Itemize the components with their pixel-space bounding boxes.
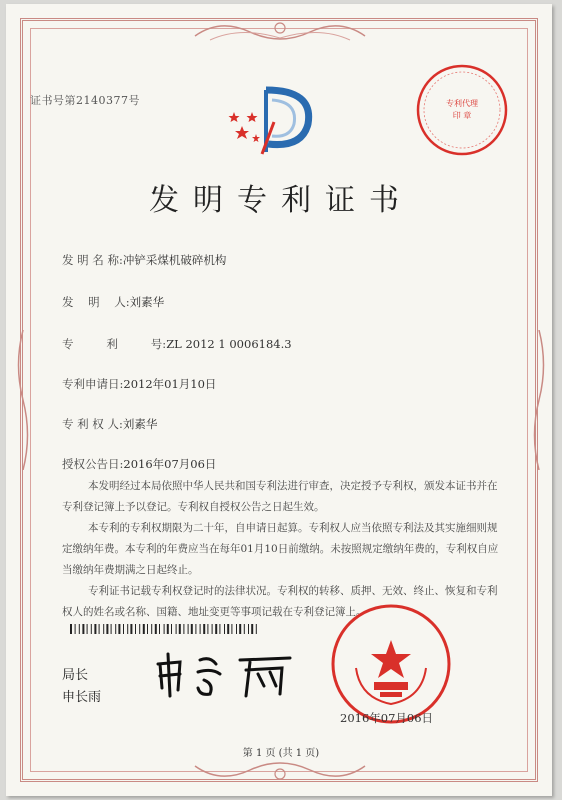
body-paragraph: 本发明经过本局依照中华人民共和国专利法进行审查，决定授予专利权，颁发本证书并在专利登记簿上予以登记。专利权自授权公告之日起生效。 <box>62 480 498 513</box>
inventor-value: 刘素华 <box>129 295 165 309</box>
filing-date-row <box>62 376 216 392</box>
handwritten-signature <box>150 650 300 700</box>
announce-date-row <box>62 456 216 472</box>
left-ornament-icon <box>14 330 32 470</box>
body-paragraph: 专利证书记载专利权登记时的法律状况。专利权的转移、质押、无效、终止、恢复和专利权人的姓名或名称、国籍、地址变更等事项记载在专利登记簿上。 <box>62 585 498 618</box>
barcode-icon <box>70 624 258 634</box>
page-title: 发明专利证书 <box>149 183 413 218</box>
patentee-row <box>62 416 157 432</box>
body-paragraph: 本专利的专利权期限为二十年，自申请日起算。专利权人应当依照专利法及其实施细则规定缴纳年费。本专利的年费应当在每年01月10日前缴纳。未按照规定缴纳年费的，专利权自应当缴纳年费期满之日起终止。 <box>62 522 499 576</box>
invention-name-value: 冲铲采煤机破碎机构 <box>122 253 227 267</box>
announce-date-value: 2016年07月06日 <box>123 457 217 471</box>
svg-text:印 章: 印 章 <box>452 111 472 120</box>
invention-name-row <box>62 252 226 268</box>
patent-office-logo-icon <box>222 82 318 166</box>
patent-no-label: 专 利 号: <box>62 337 167 351</box>
page-indicator: 第 1 页 (共 1 页) <box>242 748 320 759</box>
filing-date-label: 专利申请日: <box>62 377 124 391</box>
announce-date-label: 授权公告日: <box>62 457 124 471</box>
invention-name-label: 发 明 名 称: <box>62 253 123 267</box>
director-name: 申长雨 <box>62 690 102 705</box>
patentee-value: 刘素华 <box>122 417 158 431</box>
top-ornament-icon <box>190 16 370 50</box>
patent-no-value: ZL 2012 1 0006184.3 <box>166 337 292 351</box>
inventor-row <box>62 294 164 310</box>
official-seal <box>316 598 466 724</box>
issue-date: 2016年07月06日 <box>340 711 434 725</box>
inventor-label: 发 明 人: <box>62 295 130 309</box>
filing-date-value: 2012年01月10日 <box>123 377 217 391</box>
right-ornament-icon <box>530 330 548 470</box>
patent-no-row <box>62 336 292 352</box>
patentee-label: 专 利 权 人: <box>62 417 123 431</box>
agency-seal <box>414 62 510 158</box>
director-title: 局长 <box>62 668 89 683</box>
svg-text:专利代理: 专利代理 <box>446 99 478 108</box>
certificate-number: 证书号第2140377号 <box>30 94 140 107</box>
